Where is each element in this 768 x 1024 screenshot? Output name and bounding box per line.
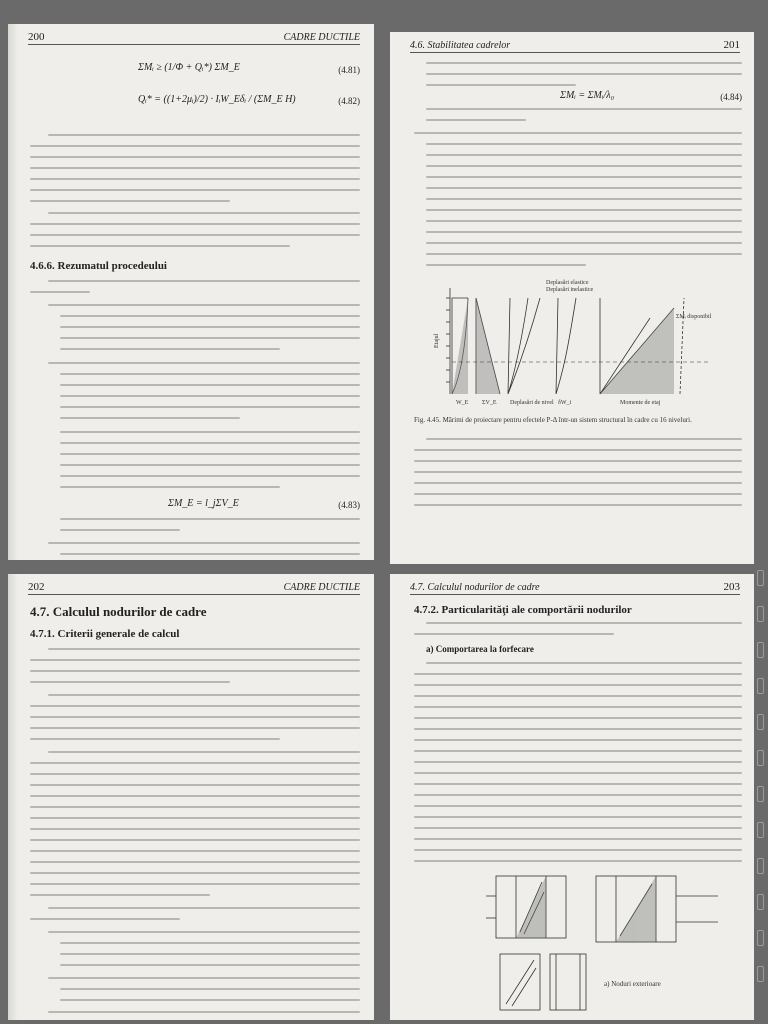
- running-head-title: CADRE DUCTILE: [283, 582, 360, 593]
- xlabel-moments: Momente de etaj: [620, 400, 661, 406]
- xlabel-dwi: δW_i: [558, 400, 572, 406]
- page-number: 200: [28, 31, 45, 43]
- binding-edge: [8, 574, 18, 1020]
- figure-label: a) Noduri exterioare: [604, 980, 661, 988]
- storey-axis-label: Etajul: [434, 333, 440, 348]
- running-header: [410, 38, 740, 53]
- page-202: [8, 574, 374, 1020]
- equation-number: (4.82): [338, 96, 360, 106]
- xlabel-drift: Deplasări de nivel: [510, 400, 554, 406]
- equation-4-82: Qᵢ* = ((1+2μᵢ)/2) · IᵢW_Eδᵢ / (ΣM_E H): [138, 94, 296, 105]
- diagonal-strut-3: [506, 960, 536, 1006]
- available-moment-line: [680, 298, 684, 394]
- page-203: [390, 574, 754, 1020]
- equation-4-83: ΣM_E = l_jΣV_E: [168, 498, 239, 509]
- running-head-title: 4.6. Stabilitatea cadrelor: [410, 40, 511, 51]
- compression-zone-1: [516, 876, 546, 938]
- page-number: 203: [723, 581, 740, 593]
- joint-panel-4: [550, 954, 586, 1010]
- figure-4-45: [430, 278, 730, 410]
- running-header: [28, 580, 360, 595]
- running-header: [28, 30, 360, 45]
- dwi-profile: [556, 298, 576, 394]
- subsection-heading: 4.7.1. Criterii generale de calcul: [30, 628, 180, 640]
- running-header: [410, 580, 740, 595]
- running-head-title: CADRE DUCTILE: [283, 32, 360, 43]
- equation-number: (4.83): [338, 500, 360, 510]
- xlabel-we: W_E: [456, 400, 469, 406]
- running-head-title: 4.7. Calculul nodurilor de cadre: [410, 582, 540, 593]
- we-hatch: [452, 298, 468, 394]
- binding-edge: [8, 24, 18, 560]
- equation-number: (4.84): [720, 92, 742, 102]
- xlabel-sve: ΣV_E: [482, 400, 497, 406]
- subheading-shear: a) Comportarea la forfecare: [426, 644, 534, 654]
- figure-caption: Fig. 4.45. Mărimi de proiectare pentru efectele P-Δ într-un sistem structural în cadre cu 16 niveluri.: [414, 416, 692, 424]
- page-200: [8, 24, 374, 560]
- legend-elastic: Deplasări elastice: [546, 280, 589, 286]
- section-heading: 4.6.6. Rezumatul procedeului: [30, 260, 167, 272]
- page-number: 201: [723, 39, 740, 51]
- page-201: [390, 32, 754, 564]
- chapter-heading: 4.7. Calculul nodurilor de cadre: [30, 604, 207, 619]
- subsection-heading: 4.7.2. Particularităţi ale comportării nodurilor: [414, 604, 632, 616]
- equation-number: (4.81): [338, 65, 360, 75]
- equation-4-81: ΣMᵢ ≥ (1/Φ + Qᵢ*) ΣM_E: [138, 62, 240, 73]
- drift-profiles: [508, 298, 540, 394]
- legend-available: ΣMᵢ disponibil: [676, 314, 712, 320]
- page-number: 202: [28, 581, 45, 593]
- legend-inelastic: Deplasări inelastice: [546, 287, 594, 293]
- figure-exterior-joints: [486, 872, 726, 1018]
- equation-4-84: ΣMᵢ = ΣMᵢ/λ₀: [560, 90, 615, 101]
- storey-ticks: [446, 298, 450, 382]
